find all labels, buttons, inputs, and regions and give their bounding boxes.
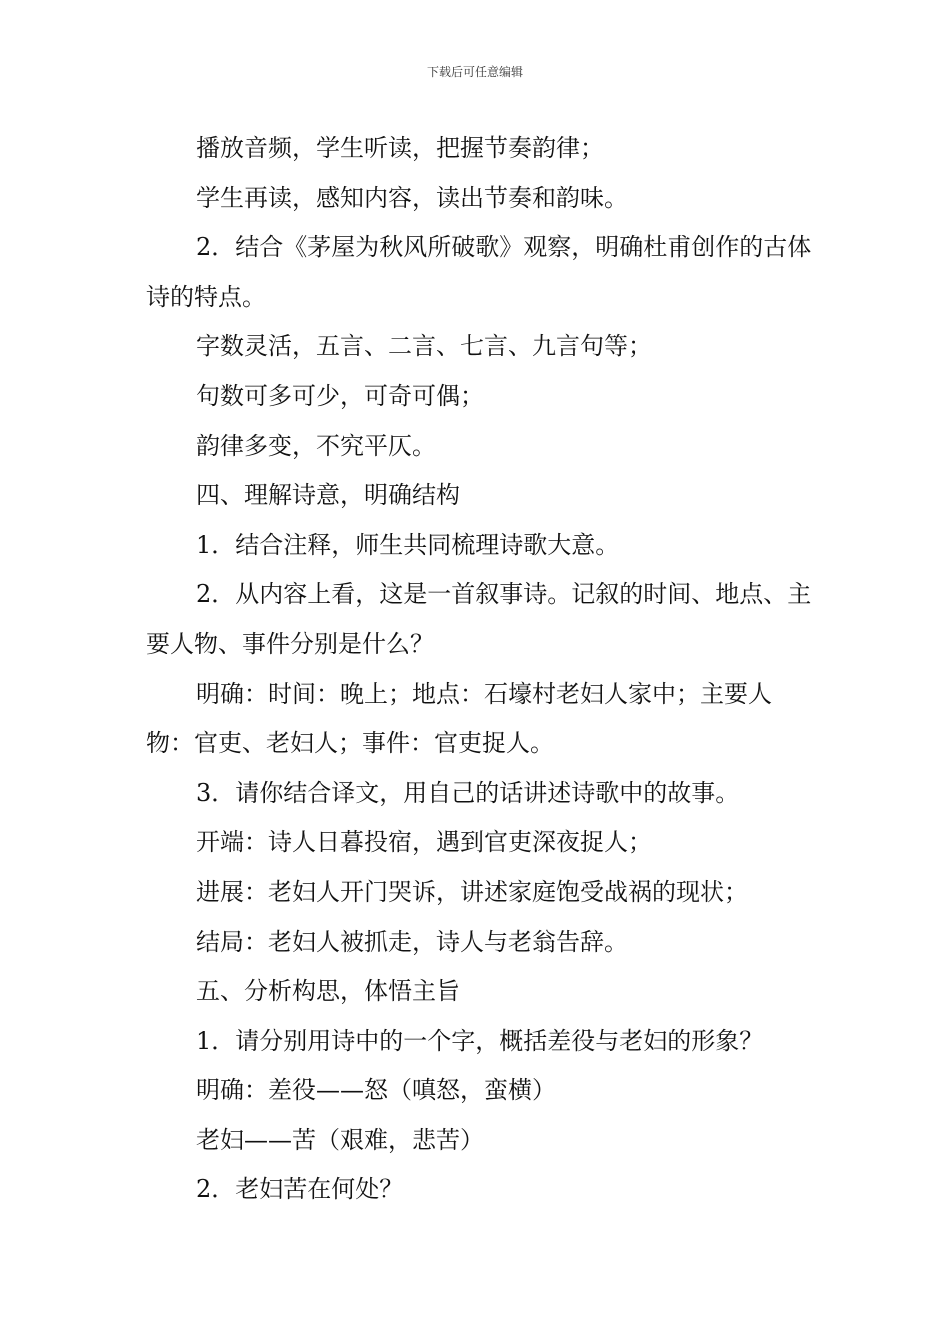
paragraph: 2．结合《茅屋为秋风所破歌》观察，明确杜甫创作的古体诗的特点。 [146,233,812,311]
paragraph: 学生再读，感知内容，读出节奏和韵味。 [196,183,628,212]
paragraph: 句数可多可少，可奇可偶； [196,381,484,410]
paragraph: 明确：差役——怒（嗔怒，蛮横） [196,1076,556,1105]
section-heading: 五、分析构思，体悟主旨 [196,977,460,1006]
paragraph: 1．请分别用诗中的一个字，概括差役与老妇的形象？ [196,1026,764,1055]
paragraph: 开端：诗人日暮投宿，遇到官吏深夜捉人； [196,828,652,857]
paragraph: 2．从内容上看，这是一首叙事诗。记叙的时间、地点、主要人物、事件分别是什么？ [146,580,812,658]
paragraph: 明确：时间：晚上；地点：石壕村老妇人家中；主要人物：官吏、老妇人；事件：官吏捉人。 [146,679,772,758]
paragraph: 韵律多变，不究平仄。 [196,431,436,460]
paragraph: 字数灵活，五言、二言、七言、九言句等； [196,332,652,361]
paragraph: 结局：老妇人被抓走，诗人与老翁告辞。 [196,927,628,956]
section-heading: 四、理解诗意，明确结构 [196,481,460,510]
page-header: 下载后可任意编辑 [426,65,523,79]
paragraph: 2．老妇苦在何处？ [196,1175,404,1204]
paragraph: 3．请你结合译文，用自己的话讲述诗歌中的故事。 [196,778,740,807]
paragraph: 进展：老妇人开门哭诉，讲述家庭饱受战祸的现状； [196,877,748,906]
paragraph: 1．结合注释，师生共同梳理诗歌大意。 [196,530,620,559]
document-body [146,124,812,1215]
paragraph: 播放音频，学生听读，把握节奏韵律； [196,134,604,162]
paragraph: 老妇——苦（艰难，悲苦） [196,1125,484,1154]
